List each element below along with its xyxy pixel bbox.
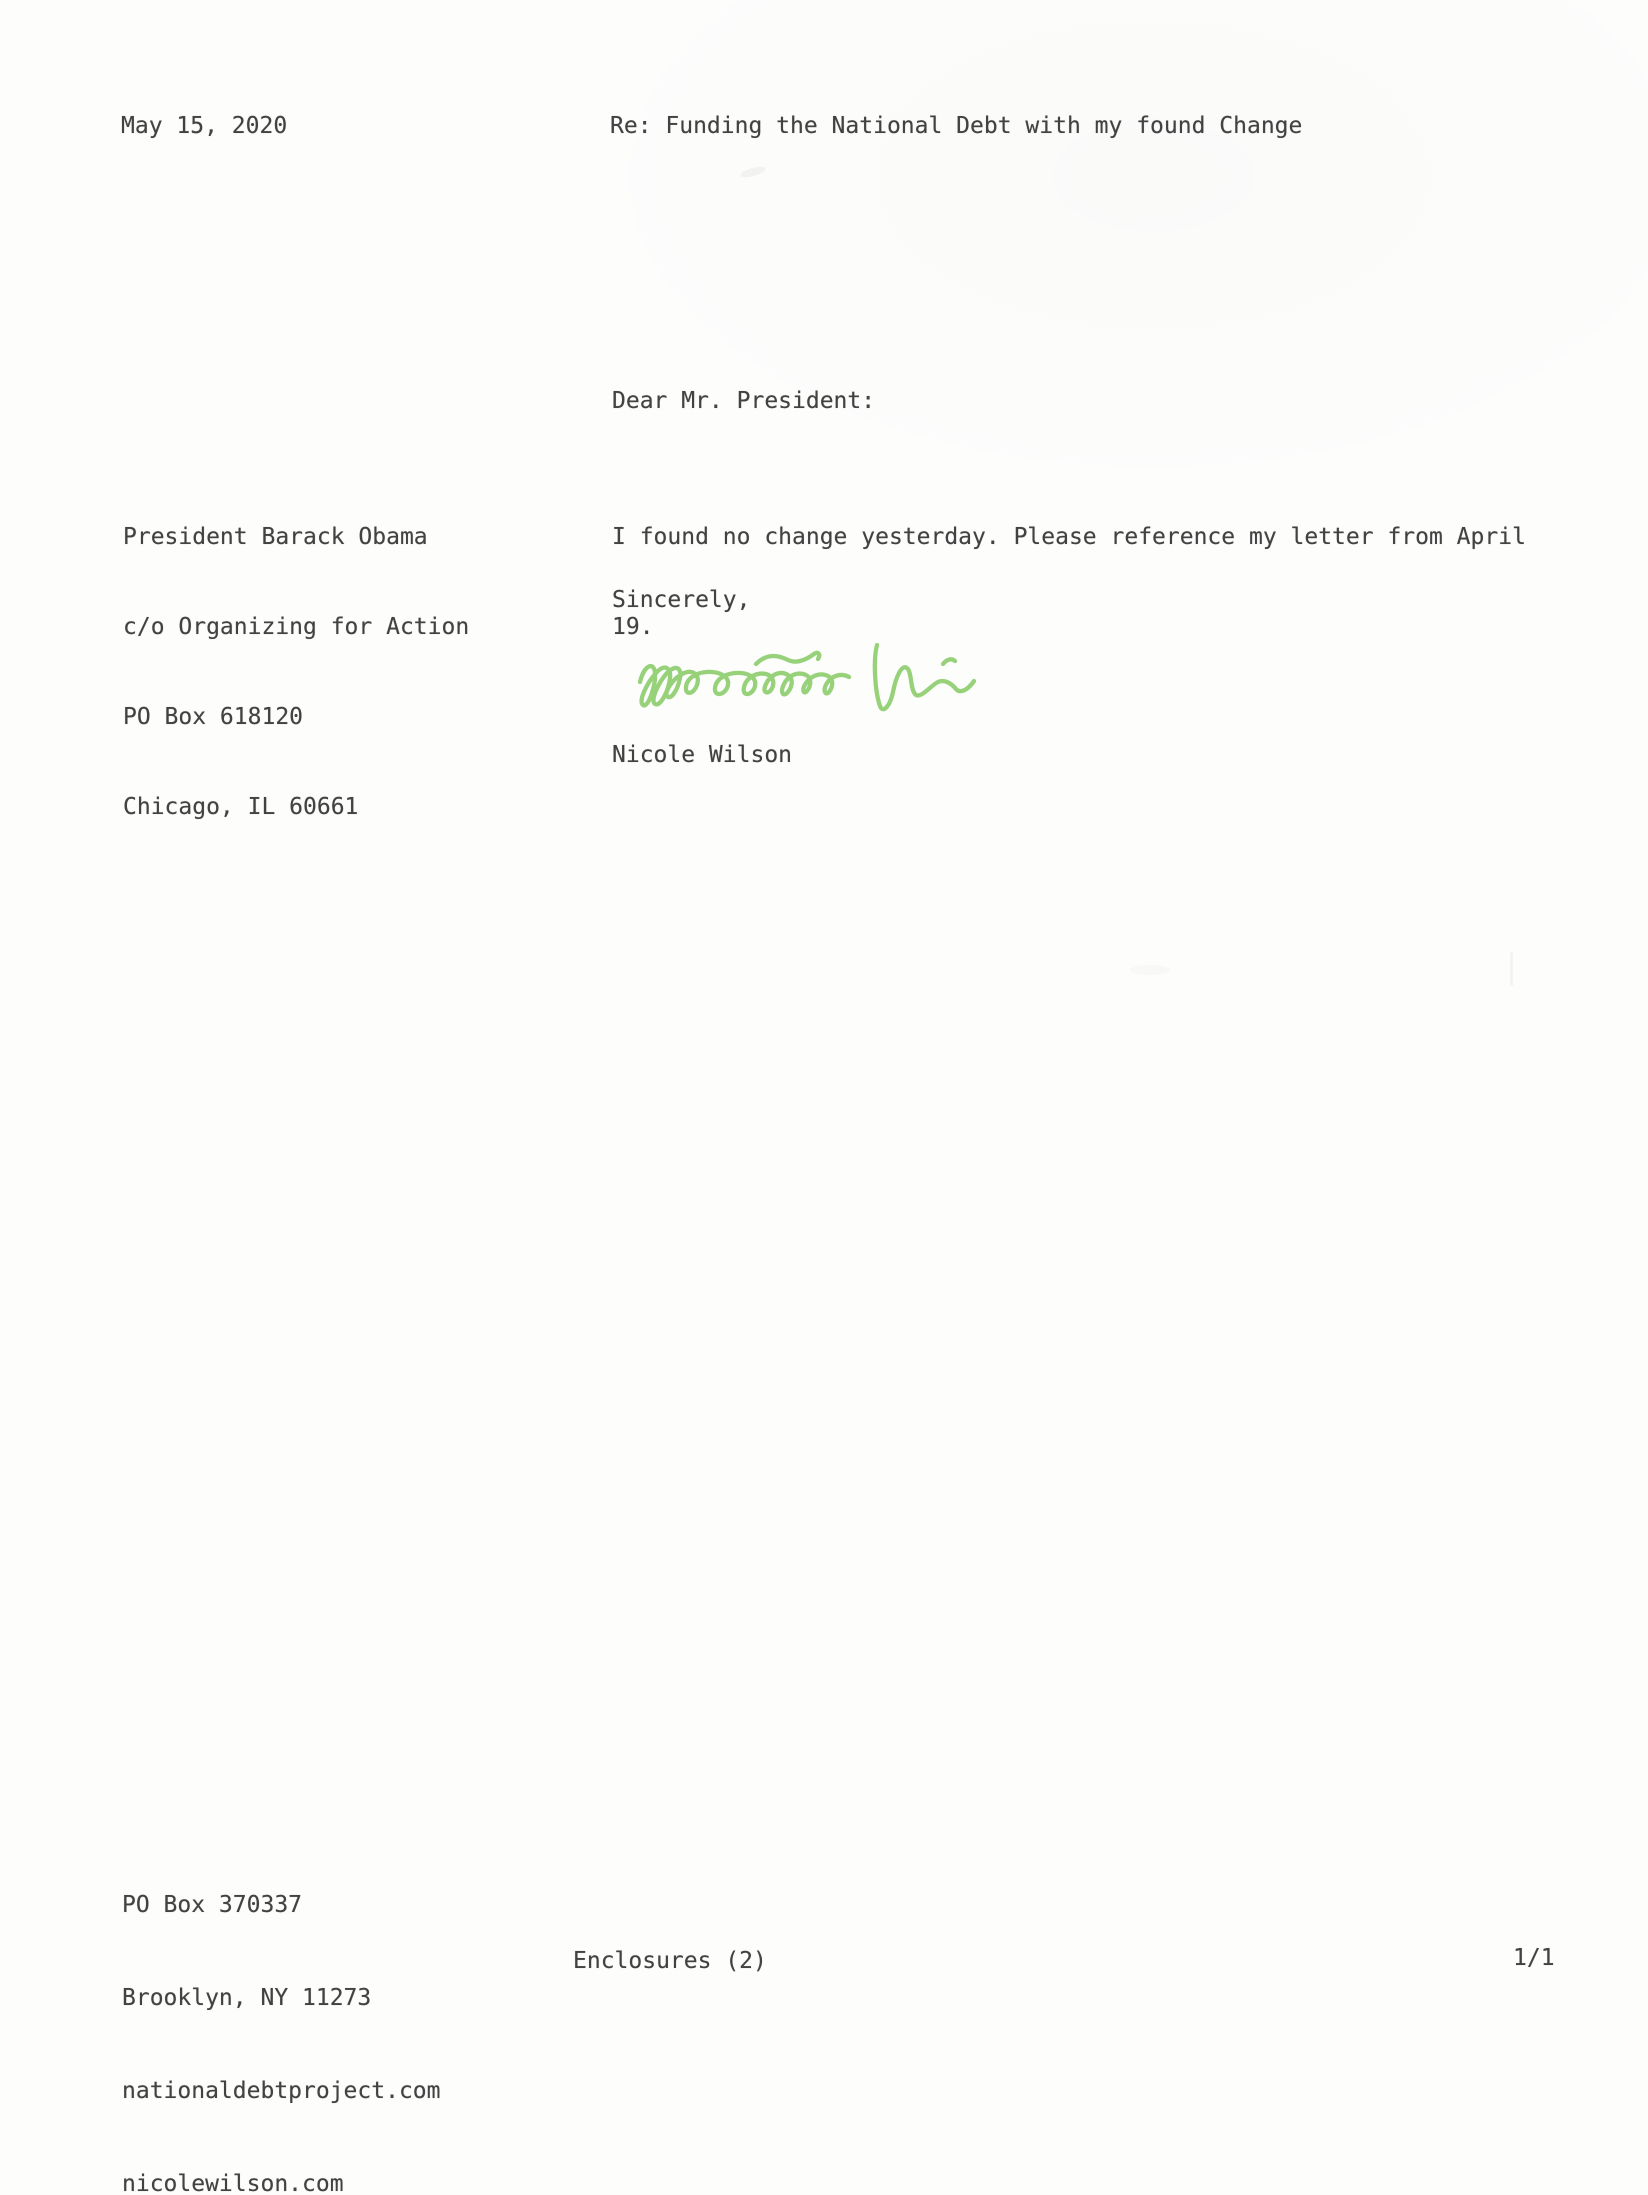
closing-sincerely: Sincerely, xyxy=(612,587,751,613)
salutation: Dear Mr. President: xyxy=(612,388,876,414)
recipient-line: Chicago, IL 60661 xyxy=(123,794,359,820)
sender-line: Brooklyn, NY 11273 xyxy=(122,1985,372,2011)
signature-ink-icon xyxy=(634,632,986,728)
recipient-address-block xyxy=(123,466,469,878)
sender-line: PO Box 370337 xyxy=(122,1892,303,1918)
recipient-line: President Barack Obama xyxy=(123,524,428,550)
enclosures-note: Enclosures (2) xyxy=(573,1948,767,1974)
handwritten-signature xyxy=(634,632,986,728)
sender-address-block xyxy=(122,1833,441,2195)
sender-website: nicolewilson.com xyxy=(122,2171,344,2195)
recipient-line: c/o Organizing for Action xyxy=(123,614,470,640)
scan-artifact xyxy=(1510,952,1513,986)
scan-artifact xyxy=(739,165,766,179)
recipient-line: PO Box 618120 xyxy=(123,704,304,730)
scan-artifact xyxy=(1130,965,1170,975)
sender-website: nationaldebtproject.com xyxy=(122,2078,441,2104)
letter-subject-line: Re: Funding the National Debt with my found Change xyxy=(610,113,1303,139)
letter-date: May 15, 2020 xyxy=(121,113,288,139)
typed-signature-name: Nicole Wilson xyxy=(612,742,793,768)
page-number: 1/1 xyxy=(1513,1945,1555,1971)
body-line: 19. xyxy=(612,614,654,640)
body-line: I found no change yesterday. Please reference my letter from April xyxy=(612,524,1526,550)
